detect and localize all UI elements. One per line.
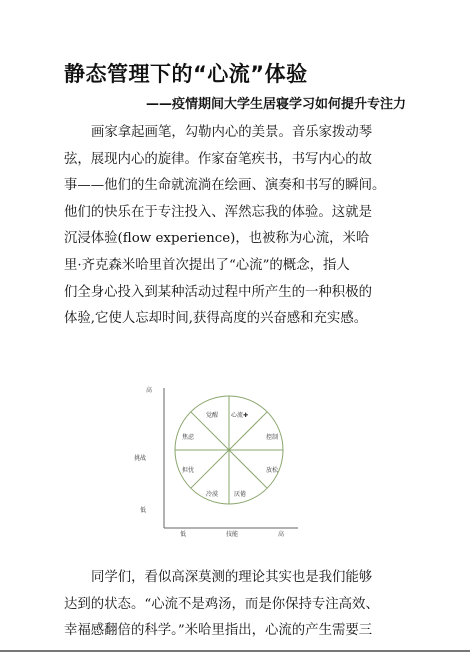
sector-relaxation: 放松 [266, 467, 279, 474]
sector-control: 控制 [266, 434, 279, 441]
y-axis-low-label: 低 [140, 507, 147, 514]
y-axis-high-label: 高 [146, 387, 153, 394]
paragraph-intro [64, 120, 410, 333]
page-title: 静态管理下的“心流”体验 [64, 62, 308, 86]
flow-model-diagram [120, 380, 320, 540]
flow-circle [175, 396, 283, 504]
text-line: 里·齐克森米哈里首次提出了“心流”的概念，指人 [64, 257, 350, 273]
page-bottom-rule [0, 650, 470, 652]
sector-arousal: 觉醒 [206, 412, 219, 419]
sector-anxiety: 焦虑 [182, 434, 195, 441]
text-line: 他们的快乐在于专注投入、浑然忘我的体验。这就是 [64, 204, 372, 220]
sector-apathy: 冷漠 [206, 491, 219, 498]
text-line: 们全身心投入到某种活动过程中所产生的一种积极的 [64, 284, 372, 300]
y-axis-title: 挑战 [134, 455, 147, 462]
text-line: 画家拿起画笔，勾勒内心的美景。音乐家拨动琴 [91, 125, 373, 140]
text-line: 沉浸体验(flow experience)，也被称为心流，米哈 [64, 231, 370, 247]
text-line: 事——他们的生命就流淌在绘画、演奏和书写的瞬间。 [64, 178, 386, 194]
sector-worry: 担忧 [182, 467, 195, 474]
sector-flow: 心流✚ [231, 412, 249, 419]
text-line: 达到的状态。“心流不是鸡汤，而是你保持专注高效、 [64, 596, 379, 612]
x-axis-title: 技能 [226, 531, 239, 538]
text-line: 弦，展现内心的旋律。作家奋笔疾书，书写内心的故 [64, 151, 372, 167]
text-line: 幸福感翻倍的科学。”米哈里指出，心流的产生需要三 [64, 623, 373, 639]
page-subtitle: ——疫情期间大学生居寝学习如何提升专注力 [145, 97, 406, 112]
text-line: 体验,它使人忘却时间,获得高度的兴奋感和充实感。 [64, 311, 368, 327]
paragraph-followup [64, 565, 410, 645]
sector-boredom: 厌倦 [234, 491, 247, 498]
x-axis-high-label: 高 [278, 531, 285, 538]
text-line: 同学们，看似高深莫测的理论其实也是我们能够 [91, 570, 373, 585]
x-axis-low-label: 低 [180, 531, 187, 538]
